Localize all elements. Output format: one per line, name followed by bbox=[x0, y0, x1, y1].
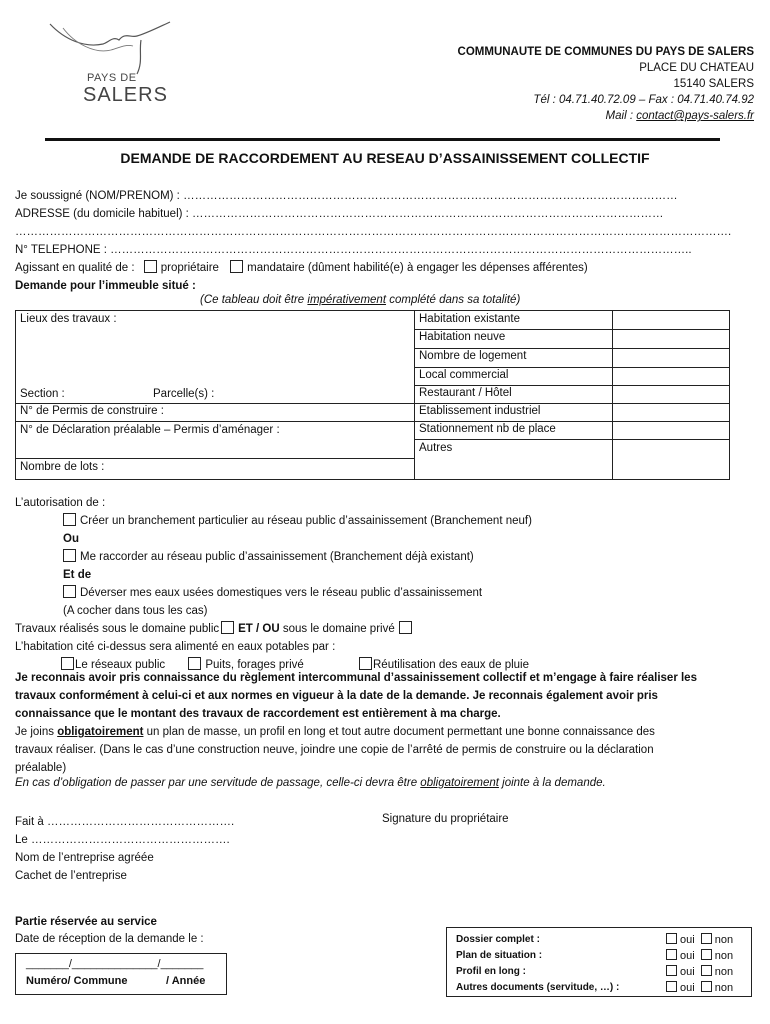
servitude-text: En cas d’obligation de passer par une servitude de passage, celle-ci devra être obligatoirement jointe à la demande. bbox=[15, 777, 606, 789]
number-label: Numéro/ Commune bbox=[26, 975, 128, 987]
parcels-label: Parcelle(s) : bbox=[153, 388, 215, 400]
stamp-label: Cachet de l’entreprise bbox=[15, 870, 127, 882]
permit-label: N° de Permis de construire : bbox=[20, 405, 164, 417]
logo bbox=[45, 18, 175, 108]
auth-opt2: Me raccorder au réseau public d’assainissement (Branchement déjà existant) bbox=[15, 548, 735, 566]
no-checkbox[interactable] bbox=[701, 949, 712, 960]
service-title: Partie réservée au service bbox=[15, 916, 157, 928]
check-row-2-options: oui non bbox=[666, 965, 733, 978]
works-table bbox=[15, 310, 730, 480]
year-label: / Année bbox=[166, 975, 206, 987]
water-options: Le réseaux public Puits, forages privé Réutilisation des eaux de pluie bbox=[15, 656, 735, 674]
declaration-label: N° de Déclaration préalable – Permis d’aménager : bbox=[20, 424, 280, 436]
right-label-4: Restaurant / Hôtel bbox=[419, 387, 512, 399]
right-label-3: Local commercial bbox=[419, 369, 509, 381]
logo-line2: SALERS bbox=[83, 84, 168, 106]
header-mail: Mail : contact@pays-salers.fr bbox=[605, 110, 754, 122]
no-checkbox[interactable] bbox=[701, 965, 712, 976]
name-field[interactable]: Je soussigné (NOM/PRENOM) : ………………………………………………………………………………………………………………… bbox=[15, 190, 678, 202]
check-row-3-options: oui non bbox=[666, 981, 733, 994]
agent-checkbox[interactable] bbox=[230, 260, 243, 273]
owner-checkbox[interactable] bbox=[144, 260, 157, 273]
no-checkbox[interactable] bbox=[701, 933, 712, 944]
water-label: L’habitation cité ci-dessus sera alimenté en eaux potables par : bbox=[15, 641, 336, 653]
section-label: Section : bbox=[20, 388, 65, 400]
received-label: Date de réception de la demande le : bbox=[15, 933, 204, 945]
right-label-7: Autres bbox=[419, 442, 453, 454]
mail-link[interactable]: contact@pays-salers.fr bbox=[636, 110, 754, 122]
checklist-box bbox=[446, 927, 752, 997]
check-item-0: Dossier complet : bbox=[456, 934, 540, 945]
right-label-1: Habitation neuve bbox=[419, 331, 506, 343]
check-item-3: Autres documents (servitude, …) : bbox=[456, 982, 620, 993]
right-label-5: Etablissement industriel bbox=[419, 405, 541, 417]
auth-opt2-checkbox[interactable] bbox=[63, 549, 76, 562]
quality-row bbox=[15, 259, 715, 277]
agent-label: mandataire (dûment habilité(e) à engager les dépenses afférentes) bbox=[247, 262, 588, 274]
form-fields bbox=[15, 187, 732, 295]
auth-opt1: Créer un branchement particulier au réseau public d’assainissement (Branchement neuf) bbox=[15, 512, 735, 530]
attach-text: Je joins obligatoirement un plan de masse, un profil en long et tout autre document permettant une bonne connaissance des travaux réaliser. (Dans le cas d’une construction neuve, joindre une copie de l’arrêté de permis de construire ou la déclaration préalable) bbox=[15, 726, 655, 774]
public-domain-checkbox[interactable] bbox=[221, 621, 234, 634]
header-rule bbox=[45, 138, 720, 141]
authorisation-label: L’autorisation de : bbox=[15, 497, 106, 509]
lots-label: Nombre de lots : bbox=[20, 461, 105, 473]
address-field-2[interactable]: ……………………………………………………………………………………………………………………………………………………………………. bbox=[15, 226, 732, 238]
works-place-label: Lieux des travaux : bbox=[20, 313, 117, 325]
sign-block bbox=[15, 813, 234, 885]
auth-opt3: Déverser mes eaux usées domestiques vers le réseau public d’assainissement bbox=[15, 584, 735, 602]
file-number-line[interactable]: _______/______________/_______ bbox=[26, 958, 204, 970]
owner-label: propriétaire bbox=[160, 262, 219, 274]
check-row-1-options: oui non bbox=[666, 949, 733, 962]
acknowledge-text: Je reconnais avoir pris connaissance du règlement intercommunal d’assainissement collectif et m’engage à faire réaliser les travaux conformément à celui-ci et aux normes en vigueur à la date de la demande. Je reconnais également avoir pris connaissance que le montant des travaux de raccordement est entièrement à ma charge. bbox=[15, 672, 697, 720]
authorisation-section bbox=[15, 494, 735, 674]
phone-field[interactable]: N° TELEPHONE : …………………………………………………………………………………………………………………………………….. bbox=[15, 244, 692, 256]
quality-label: Agissant en qualité de : bbox=[15, 262, 135, 274]
right-label-0: Habitation existante bbox=[419, 313, 521, 325]
header-addr2: 15140 SALERS bbox=[673, 78, 754, 90]
yes-checkbox[interactable] bbox=[666, 965, 677, 976]
header-org: COMMUNAUTE DE COMMUNES DU PAYS DE SALERS bbox=[457, 46, 754, 58]
yes-checkbox[interactable] bbox=[666, 933, 677, 944]
right-label-2: Nombre de logement bbox=[419, 350, 527, 362]
address-field[interactable]: ADRESSE (du domicile habituel) : …………………………………………………………………………………………………………… bbox=[15, 208, 664, 220]
check-row-0-options: oui non bbox=[666, 933, 733, 946]
auth-opt1-checkbox[interactable] bbox=[63, 513, 76, 526]
building-label: Demande pour l’immeuble situé : bbox=[15, 280, 196, 292]
file-number-box bbox=[15, 953, 227, 995]
company-label: Nom de l’entreprise agréée bbox=[15, 852, 154, 864]
date-field[interactable]: Le ……………………………………………. bbox=[15, 834, 230, 846]
yes-checkbox[interactable] bbox=[666, 981, 677, 992]
table-note: (Ce tableau doit être impérativement complété dans sa totalité) bbox=[200, 294, 521, 306]
logo-line1: PAYS DE bbox=[87, 72, 137, 84]
owner-signature-label: Signature du propriétaire bbox=[382, 813, 509, 825]
header-block bbox=[354, 44, 754, 124]
header-phone: Tél : 04.71.40.72.09 – Fax : 04.71.40.74.92 bbox=[533, 94, 754, 106]
no-checkbox[interactable] bbox=[701, 981, 712, 992]
header-addr1: PLACE DU CHATEAU bbox=[639, 62, 754, 74]
logo-mountain-icon bbox=[45, 18, 175, 80]
auth-opt3-checkbox[interactable] bbox=[63, 585, 76, 598]
right-label-6: Stationnement nb de place bbox=[419, 423, 556, 435]
works-row: Travaux réalisés sous le domaine public ET / OU sous le domaine privé bbox=[15, 620, 735, 638]
auth-and: Et de bbox=[63, 569, 92, 581]
private-domain-checkbox[interactable] bbox=[399, 621, 412, 634]
page-title: DEMANDE DE RACCORDEMENT AU RESEAU D’ASSAINISSEMENT COLLECTIF bbox=[120, 150, 650, 166]
yes-checkbox[interactable] bbox=[666, 949, 677, 960]
check-item-2: Profil en long : bbox=[456, 966, 526, 977]
check-item-1: Plan de situation : bbox=[456, 950, 543, 961]
made-at-field[interactable]: Fait à …………………………………………. bbox=[15, 816, 235, 828]
auth-note: (A cocher dans tous les cas) bbox=[63, 605, 208, 617]
auth-or: Ou bbox=[63, 533, 79, 545]
